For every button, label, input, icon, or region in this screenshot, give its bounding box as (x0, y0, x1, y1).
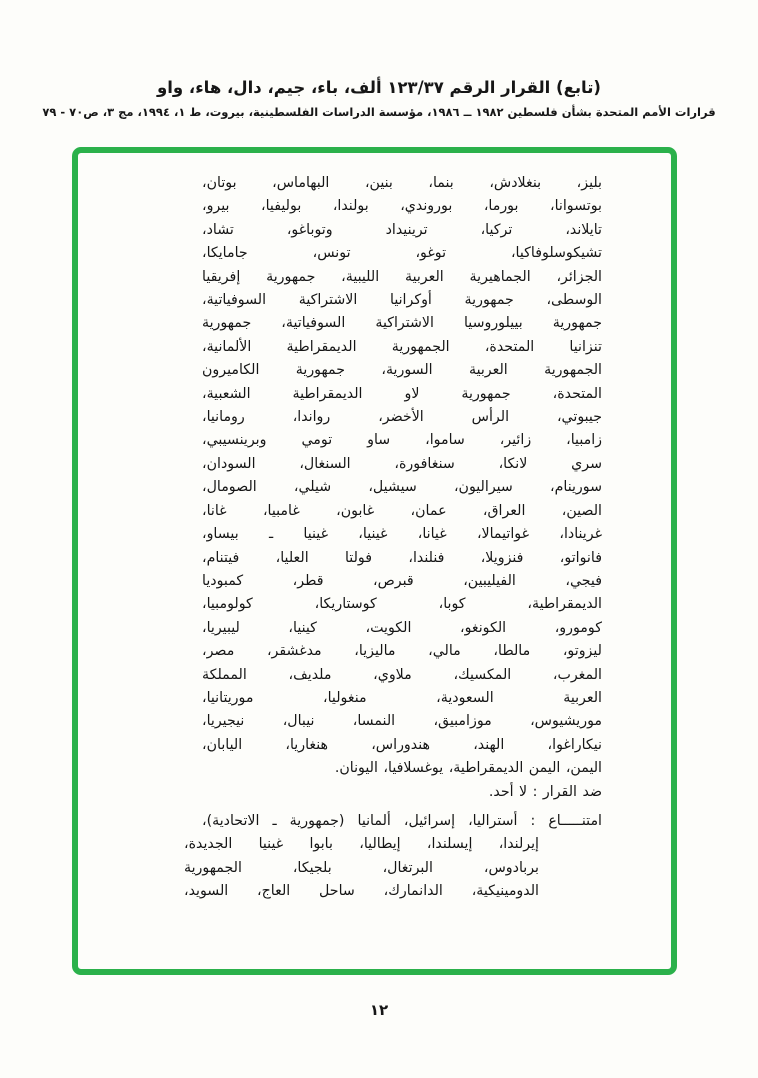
in-favor-line: بليز، بنغلادش، بنما، بنين، البهاماس، بوتان، (202, 175, 602, 191)
abstain-first-line: امتنـــــاع : أستراليا، إسرائيل، ألمانيا (جمهورية ـ الاتحادية)، (202, 812, 602, 829)
in-favor-line: فيجي، الفيليبين، قبرص، قطر، كمبوديا (202, 572, 602, 589)
in-favor-line: تايلاند، تركيا، ترينيداد وتوباغو، تشاد، (202, 221, 602, 238)
in-favor-line: زامبيا، زائير، ساموا، ساو تومي وبرينسيبي، (202, 432, 602, 449)
abstain-continuation (184, 833, 602, 903)
in-favor-line: المغرب، المكسيك، ملاوي، ملديف، المملكة (202, 666, 602, 683)
abstain-line: الدومينيكية، الدانمارك، ساحل العاج، السويد، (184, 883, 539, 900)
in-favor-line: الجزائر، الجماهيرية العربية الليبية، جمهورية إفريقيا (202, 268, 602, 285)
page-title: (تابع) القرار الرقم ١٢٣/٣٧ ألف، باء، جيم، دال، هاء، واو (157, 78, 601, 97)
in-favor-list (202, 172, 602, 781)
in-favor-line: غرينادا، غواتيمالا، غيانا، غينيا، غينيا ـ بيساو، (202, 526, 602, 543)
abstain-line: إيرلندا، إيسلندا، إيطاليا، بابوا غينيا الجديدة، (184, 836, 539, 853)
in-favor-line: العربية السعودية، منغوليا، موريتانيا، (202, 689, 602, 706)
in-favor-line: الصين، العراق، عمان، غابون، غامبيا، غانا، (202, 502, 602, 519)
in-favor-line: تشيكوسلوفاكيا، توغو، تونس، جامايكا، (202, 245, 602, 262)
in-favor-line: الجمهورية العربية السورية، جمهورية الكاميرون (202, 362, 602, 379)
abstain-line: بربادوس، البرتغال، بلجيكا، الجمهورية (184, 859, 539, 876)
in-favor-line: جمهورية بييلوروسيا الاشتراكية السوفياتية، جمهورية (202, 315, 602, 332)
vote-record (184, 172, 602, 904)
in-favor-line: فانواتو، فنزويلا، فنلندا، فولتا العليا، فيتنام، (202, 549, 602, 566)
source-citation: قرارات الأمم المتحدة بشأن فلسطين ١٩٨٢ ــ ١٩٨٦، مؤسسة الدراسات الفلسطينية، بيروت، ط ١، ١٩٩٤، مج ٣، ص٧٠ - ٧٩ (42, 105, 716, 119)
in-favor-line: المتحدة، جمهورية لاو الديمقراطية الشعبية، (202, 385, 602, 402)
in-favor-line: ليزوتو، مالطا، مالي، ماليزيا، مدغشقر، مصر، (202, 643, 602, 660)
in-favor-line: سورينام، سيراليون، سيشيل، شيلي، الصومال، (202, 479, 602, 496)
in-favor-line: تنزانيا المتحدة، الجمهورية الديمقراطية الألمانية، (202, 338, 602, 355)
in-favor-line: اليمن، اليمن الديمقراطية، يوغسلافيا، اليونان. (334, 760, 602, 777)
in-favor-line: موريشيوس، موزامبيق، النمسا، نيبال، نيجيريا، (202, 713, 602, 730)
in-favor-line: بوتسوانا، بورما، بوروندي، بولندا، بوليفيا، بيرو، (202, 198, 602, 215)
in-favor-line: الديمقراطية، كوبا، كوستاريكا، كولومبيا، (202, 596, 602, 613)
page-number: ١٢ (369, 1001, 389, 1019)
in-favor-line: جيبوتي، الرأس الأخضر، رواندا، رومانيا، (202, 409, 602, 426)
in-favor-line: كومورو، الكونغو، الكويت، كينيا، ليبيريا، (202, 619, 602, 636)
in-favor-line: الوسطى، جمهورية أوكرانيا الاشتراكية السوفياتية، (202, 292, 602, 309)
in-favor-line: سري لانكا، سنغافورة، السنغال، السودان، (202, 455, 602, 472)
against-line: ضد القرار : لا أحد. (488, 783, 602, 800)
in-favor-line: نيكاراغوا، الهند، هندوراس، هنغاريا، اليابان، (202, 736, 602, 753)
